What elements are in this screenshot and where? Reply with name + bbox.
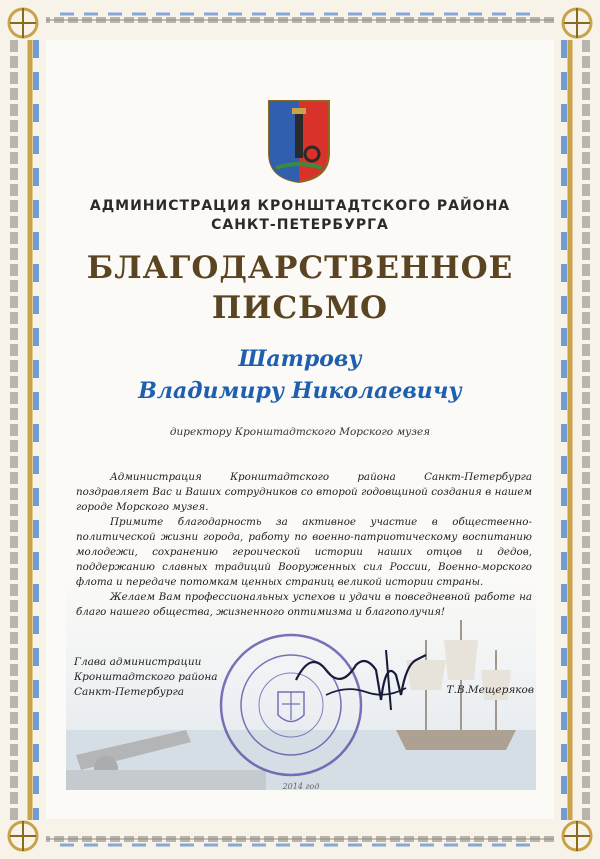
recipient-name: Владимиру Николаевичу — [138, 378, 462, 404]
signatory-title — [74, 655, 234, 700]
signatory-title-line-3: Санкт-Петербурга — [74, 686, 185, 698]
recipient-position: директору Кронштадтского Морского музея — [169, 426, 431, 438]
organization-line-1: АДМИНИСТРАЦИЯ КРОНШТАДТСКОГО РАЙОНА — [89, 198, 511, 214]
organization-line-2: САНКТ-ПЕТЕРБУРГА — [211, 217, 389, 233]
left-border-ornament — [0, 0, 46, 859]
body-paragraph-1: Администрация Кронштадтского района Санкт-Петербурга поздравляет Вас и Ваших сотрудников со второй годовщиной создания в нашем городе Морского музея. — [76, 471, 532, 513]
document-year: 2014 год — [282, 782, 320, 791]
certificate-content — [56, 0, 544, 859]
signatory-name: Т.В.Мещеряков — [446, 684, 534, 696]
handwritten-signature — [286, 640, 436, 720]
right-border-ornament — [554, 0, 600, 859]
document-title-line-2: ПИСЬМО — [211, 290, 389, 326]
signatory-title-line-1: Глава администрации — [74, 656, 202, 668]
body-paragraph-2: Примите благодарность за активное участие в общественно-политической жизни города, работу по военно-патриотическому воспитанию молодежи, сохранению героической истории наших отцов и дедов, поддержанию славных традиций Вооруженных сил России, Военно-морского флота и передаче потомкам ценных страниц великой истории страны. — [76, 516, 532, 588]
letter-body — [76, 470, 532, 620]
recipient-surname: Шатрову — [238, 346, 362, 372]
document-title-line-1: БЛАГОДАРСТВЕННОЕ — [86, 250, 514, 286]
signatory-title-line-2: Кронштадтского района — [74, 671, 218, 683]
coat-of-arms-icon — [266, 98, 332, 184]
body-paragraph-3: Желаем Вам профессиональных успехов и удачи в повседневной работе на благо нашего общества, жизненного оптимизма и благополучия! — [76, 591, 532, 618]
